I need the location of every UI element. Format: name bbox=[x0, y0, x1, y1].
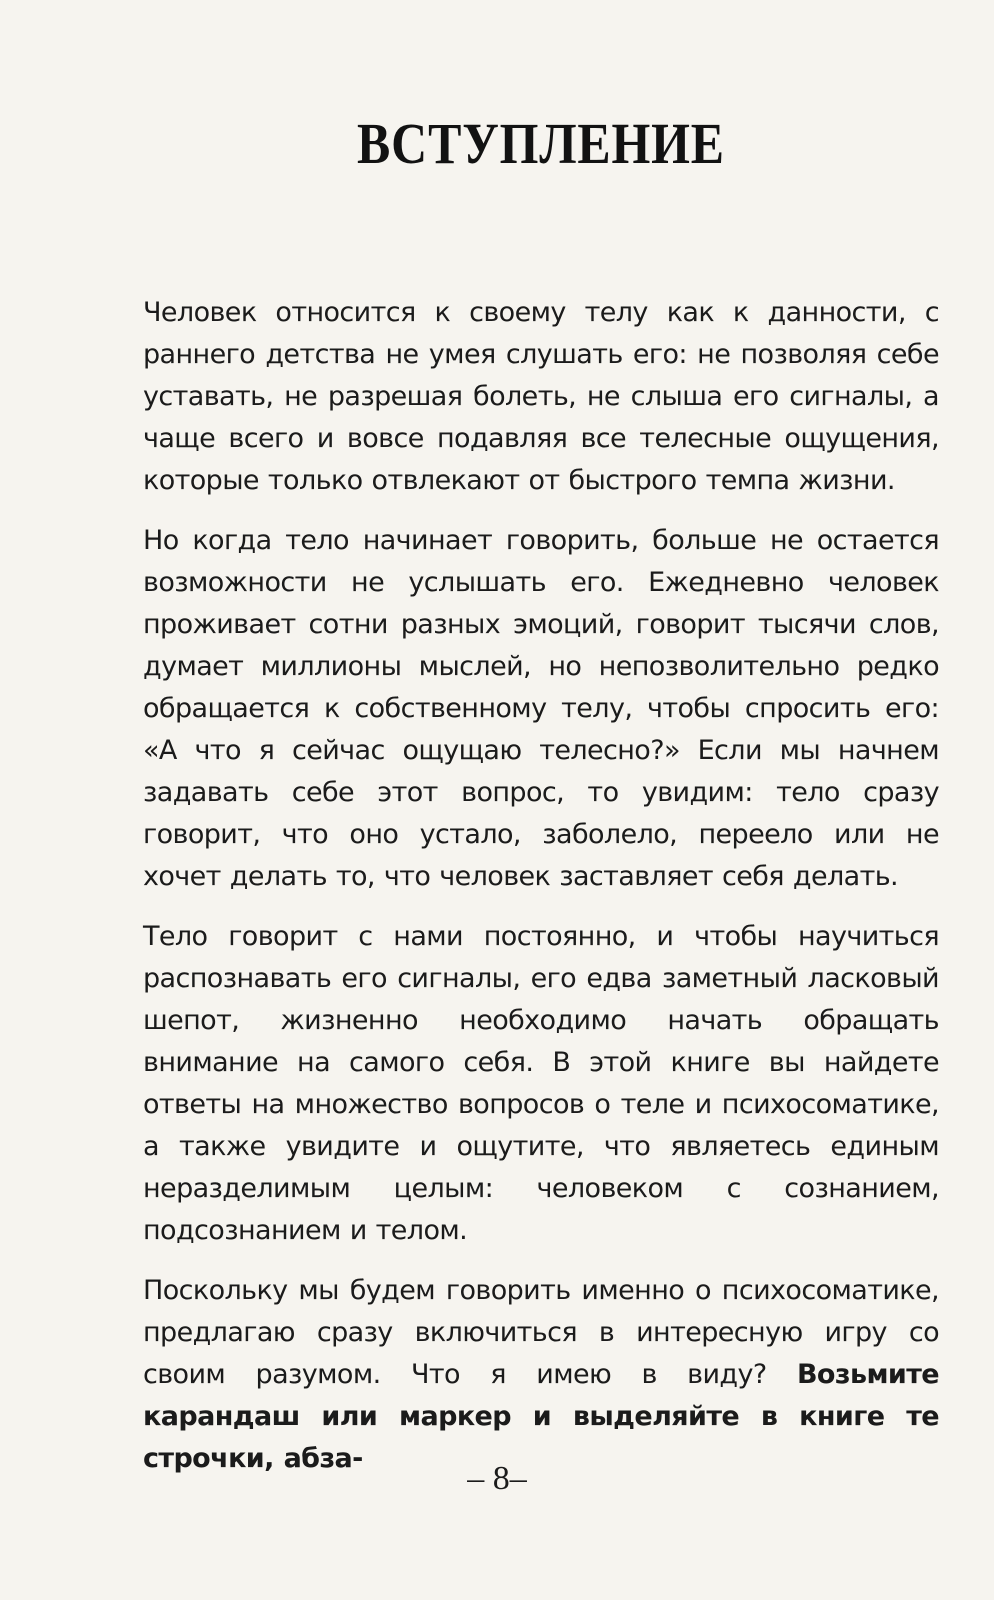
paragraph-2: Но когда тело начинает говорить, больше не остается возможности не услышать его. Ежедневно человек проживает сотни разных эмоций, говорит тысячи слов, думает миллионы мыслей, но непозволительно редко обращается к собственному телу, чтобы спросить его: «А что я сейчас ощущаю телесно?» Если мы начнем задавать себе этот вопрос, то увидим: тело сразу говорит, что оно устало, заболело, переело или не хочет делать то, что человек заставляет себя делать. bbox=[143, 525, 939, 892]
chapter-title: ВСТУПЛЕНИЕ bbox=[357, 111, 725, 176]
paragraph-4-bold-text: Возьмите карандаш или маркер и выделяйте в книге те строчки, абза- bbox=[143, 1359, 939, 1474]
page-number: – 8– bbox=[467, 1460, 527, 1497]
paragraph-4 bbox=[143, 1270, 939, 1480]
paragraph-1: Человек относится к своему телу как к данности, с раннего детства не умея слушать его: не позволяя себе уставать, не разрешая болеть, не слыша его сигналы, а чаще всего и вовсе подавляя все телесные ощущения, которые только отвлекают от быстрого темпа жизни. bbox=[143, 297, 939, 496]
paragraph-3: Тело говорит с нами постоянно, и чтобы научиться распознавать его сигналы, его едва заметный ласковый шепот, жизненно необходимо начать обращать внимание на самого себя. В этой книге вы найдете ответы на множество вопросов о теле и психосоматике, а также увидите и ощутите, что являетесь единым неразделимым целым: человеком с сознанием, подсознанием и телом. bbox=[143, 921, 939, 1246]
paragraph-4-text: Поскольку мы будем говорить именно о психосоматике, предлагаю сразу включиться в интересную игру со своим разумом. Что я имею в виду? bbox=[143, 1275, 939, 1390]
